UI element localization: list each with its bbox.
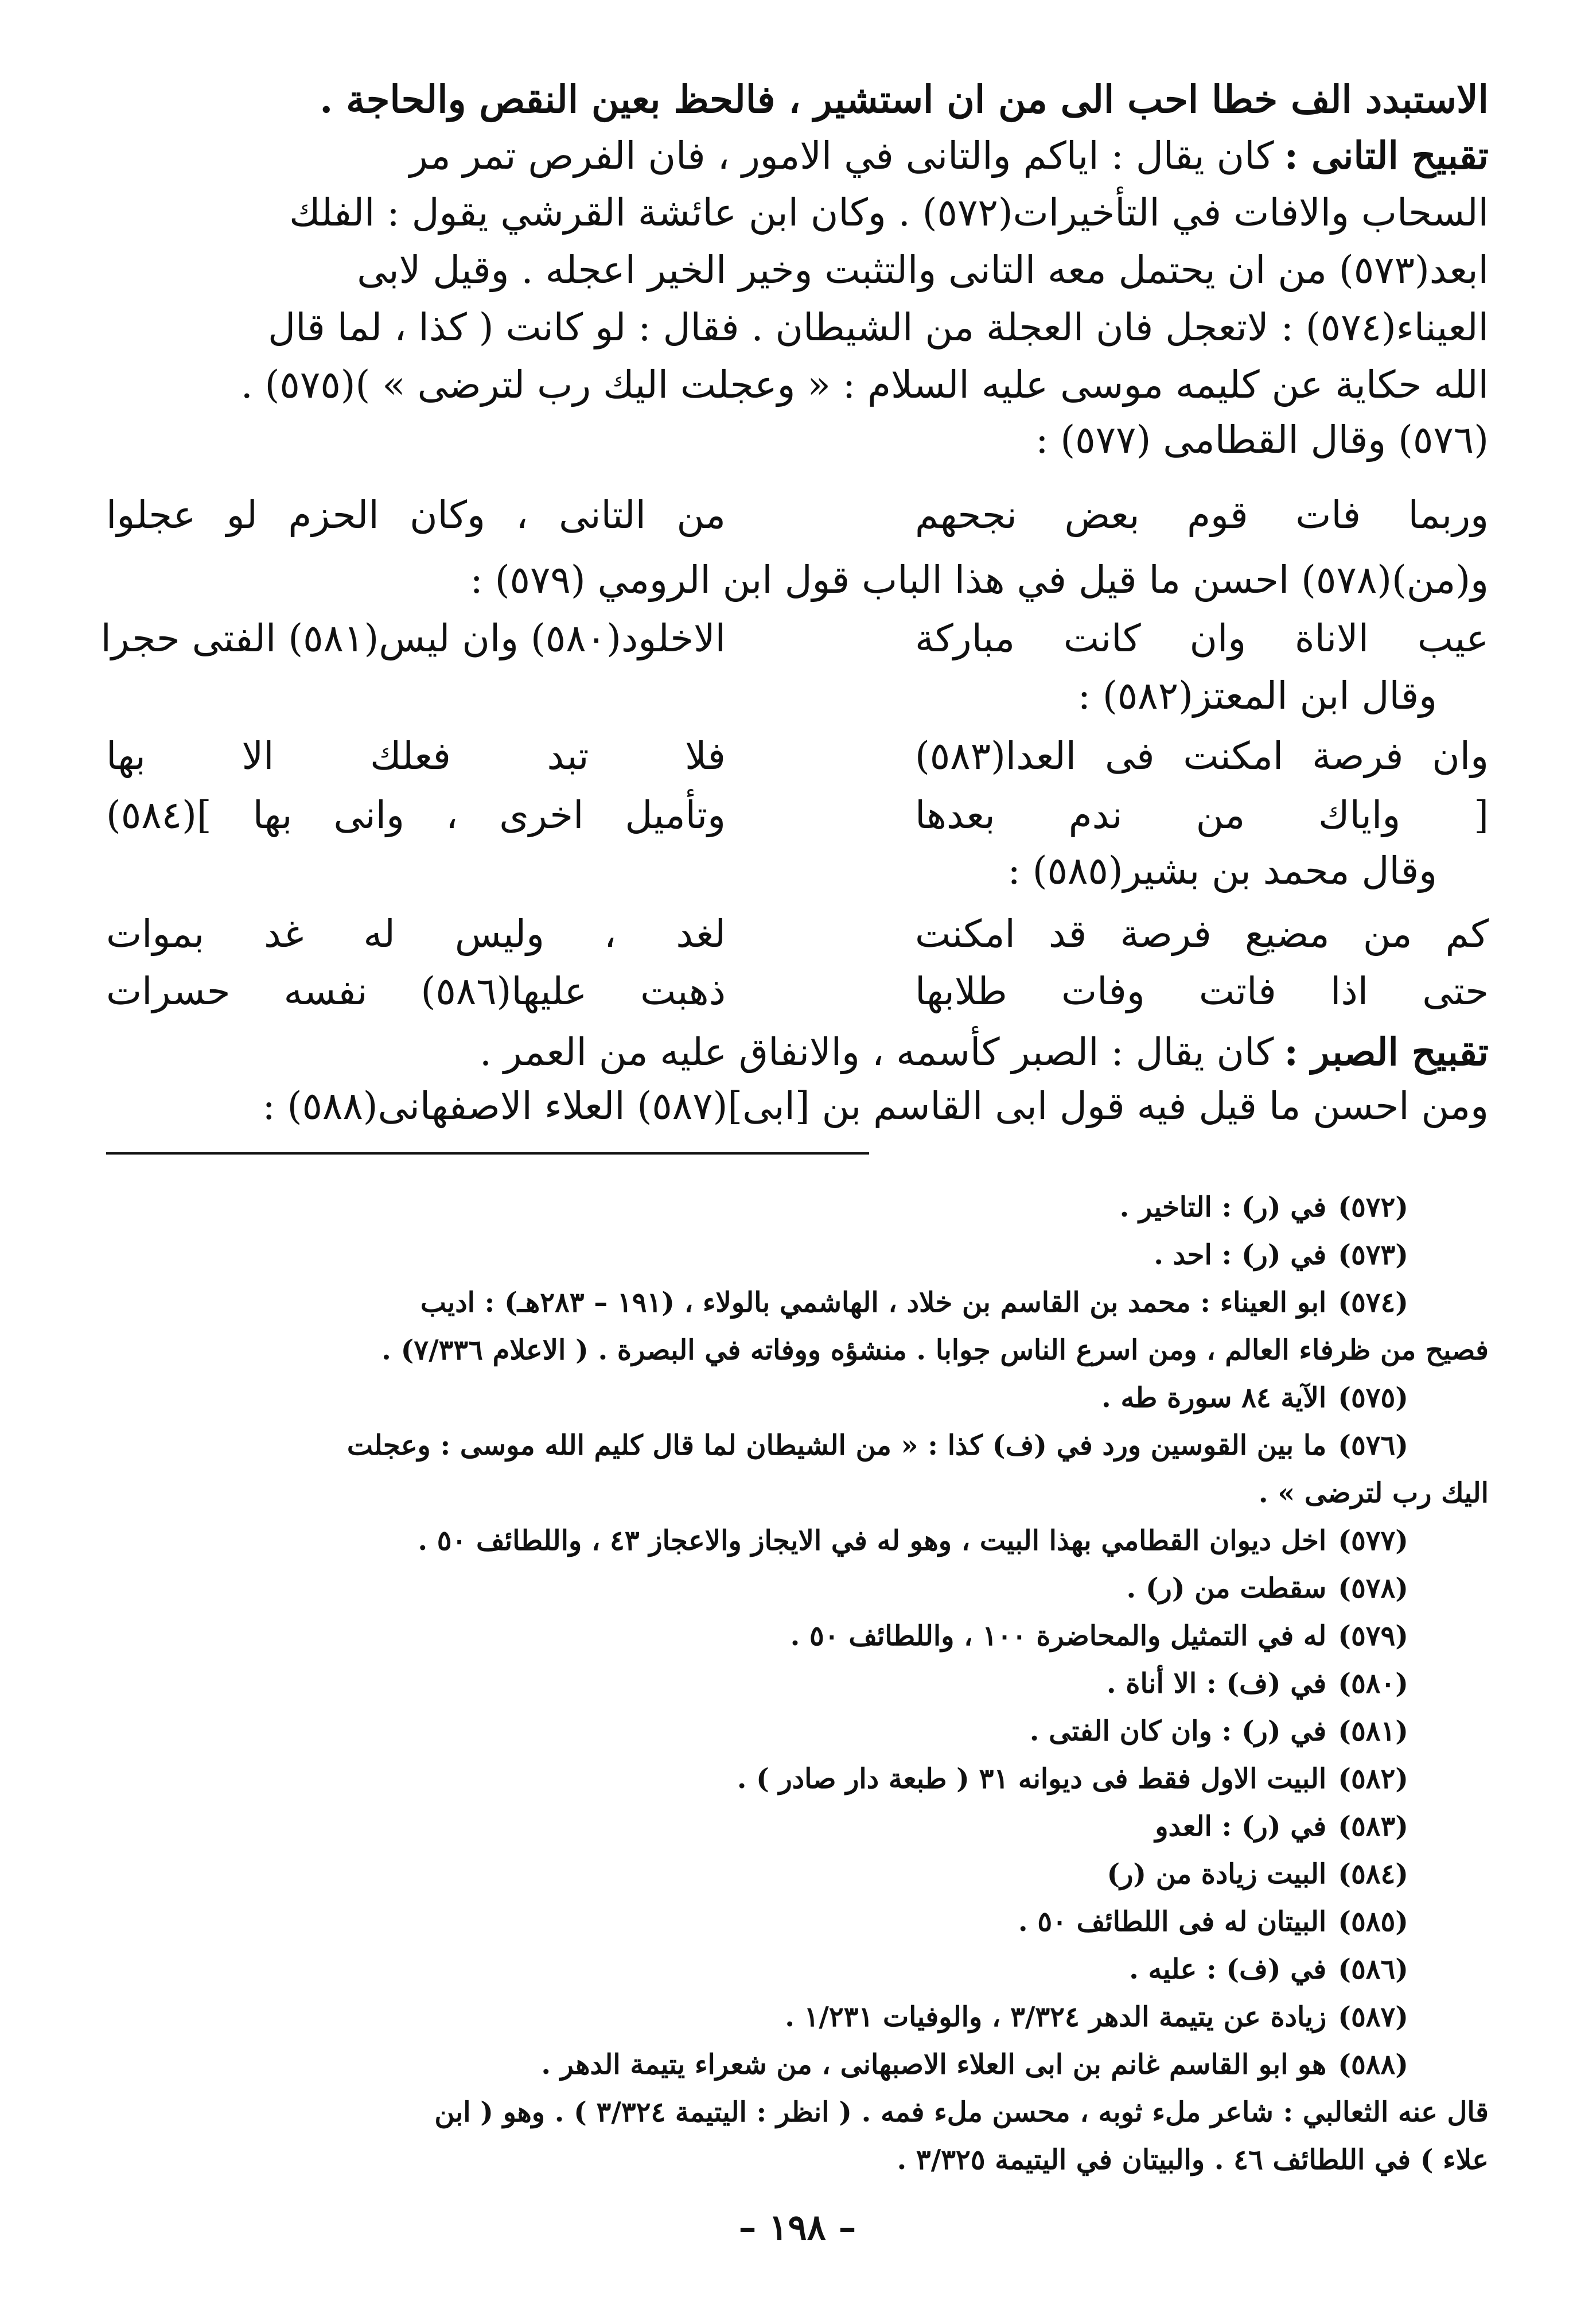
section-heading-patience: تقبيح الصبر : [1284, 1029, 1489, 1074]
section-heading-delay: تقبيح التانى : [1284, 133, 1489, 178]
heading-1-text: كان يقال : اياكم والتانى في الامور ، فان الفرص تمر مر [409, 134, 1274, 178]
footnote-575: (٥٧٥)الآية ٨٤ سورة طه . [1101, 1382, 1408, 1414]
footnote-574: (٥٧٤)ابو العيناء : محمد بن القاسم بن خلاد ، الهاشمي بالولاء ، (١٩١ – ٢٨٣هـ) : اديب [420, 1287, 1408, 1319]
verse-6-second-hemistich: ذهبت عليها(٥٨٦) نفسه حسرات [106, 969, 726, 1013]
verse-4-first-hemistich: [ واياك من ندم بعدها [915, 793, 1489, 837]
verse-3-second-hemistich: فلا تبد فعلك الا بها [106, 734, 726, 778]
footnote-588: (٥٨٨)هو ابو القاسم غانم بن ابى العلاء الاصبهانى ، من شعراء يتيمة الدهر . [541, 2049, 1408, 2081]
footnote-576-cont: اليك رب لترضى » . [1258, 1477, 1489, 1509]
text-line-10: وقال محمد بن بشير(٥٨٥) : [1007, 849, 1437, 893]
footnote-582: (٥٨٢)البيت الاول فقط فى ديوانه ٣١ ( طبعة دار صادر ) . [737, 1763, 1408, 1795]
text-line-3: السحاب والافات في التأخيرات(٥٧٢) . وكان ابن عائشة القرشي يقول : الفلك [289, 191, 1489, 235]
footnote-583: (٥٨٣)في (ر) : العدو [1155, 1810, 1408, 1843]
footnote-587: (٥٨٧)زيادة عن يتيمة الدهر ٣/٣٢٤ ، والوفيات ١/٢٣١ . [785, 2001, 1408, 2033]
footnote-584: (٥٨٤)البيت زيادة من (ر) [1107, 1858, 1408, 1890]
footnote-588-cont-1: قال عنه الثعالبي : شاعر ملء ثوبه ، محسن ملء فمه . ( انظر : اليتيمة ٣/٣٢٤ ) . وهو ( ابن [434, 2096, 1489, 2128]
text-line-11: ومن احسن ما قيل فيه قول ابى القاسم بن [ابى](٥٨٧) العلاء الاصفهانى(٥٨٨) : [262, 1084, 1489, 1128]
footnote-579: (٥٧٩)له في التمثيل والمحاضرة ١٠٠ ، واللطائف ٥٠ . [790, 1620, 1408, 1652]
page-number: – ١٩٨ – [738, 2206, 856, 2248]
footnote-separator [106, 1152, 869, 1155]
footnote-574-cont: فصيح من ظرفاء العالم ، ومن اسرع الناس جوابا . منشؤه ووفاته في البصرة . ( الاعلام ٧/٣٣٦) . [381, 1334, 1489, 1366]
footnote-585: (٥٨٥)البيتان له فى اللطائف ٥٠ . [1018, 1906, 1408, 1938]
footnote-586: (٥٨٦)في (ف) : عليه . [1129, 1953, 1408, 1985]
text-line-7: (٥٧٦) وقال القطامى (٥٧٧) : [1035, 418, 1489, 462]
footnote-573: (٥٧٣)في (ر) : احد . [1154, 1239, 1408, 1271]
footnote-588-cont-2: علاء ) في اللطائف ٤٦ . والبيتان في اليتيمة ٣/٣٢٥ . [897, 2144, 1489, 2176]
footnote-580: (٥٨٠)في (ف) : الا أناة . [1106, 1668, 1408, 1700]
footnote-576: (٥٧٦)ما بين القوسين ورد في (ف) كذا : « من الشيطان لما قال كليم الله موسى : وعجلت [346, 1429, 1408, 1462]
text-line-1: الاستبدد الف خطا احب الى من ان استشير ، فالحظ بعين النقص والحاجة . [320, 77, 1489, 122]
text-line-heading-2 [106, 1029, 1489, 1074]
verse-1-second-hemistich: من التانى ، وكان الحزم لو عجلوا [106, 493, 726, 537]
book-page [100, 69, 1489, 2267]
text-line-6: الله حكاية عن كليمه موسى عليه السلام : « وعجلت اليك رب لترضى » )(٥٧٥) . [240, 363, 1489, 407]
verse-5-first-hemistich: كم من مضيع فرصة قد امكنت [915, 912, 1489, 956]
text-line-9: وقال ابن المعتز(٥٨٢) : [1077, 674, 1437, 718]
footnote-578: (٥٧٨)سقطت من (ر) . [1126, 1572, 1408, 1604]
verse-5-second-hemistich: لغد ، وليس له غد بموات [106, 912, 726, 956]
verse-2-first-hemistich: عيب الاناة وان كانت مباركة [915, 616, 1489, 660]
text-line-4: ابعد(٥٧٣) من ان يحتمل معه التانى والتثبت وخير الخير اعجله . وقيل لابى [357, 248, 1489, 292]
text-line-heading-1 [106, 133, 1489, 178]
text-line-5: العيناء(٥٧٤) : لاتعجل فان العجلة من الشيطان . فقال : لو كانت ( كذا ، لما قال [268, 305, 1489, 349]
text-line-8: و(من)(٥٧٨) احسن ما قيل في هذا الباب قول ابن الرومي (٥٧٩) : [470, 558, 1489, 602]
verse-2-second-hemistich: الاخلود(٥٨٠) وان ليس(٥٨١) الفتى حجرا [100, 616, 726, 660]
footnote-577: (٥٧٧)اخل ديوان القطامي بهذا البيت ، وهو له في الايجاز والاعجاز ٤٣ ، واللطائف ٥٠ . [418, 1525, 1408, 1557]
footnote-581: (٥٨١)في (ر) : وان كان الفتى . [1029, 1715, 1408, 1747]
verse-3-first-hemistich: وان فرصة امكنت فى العدا(٥٨٣) [915, 734, 1489, 778]
verse-4-second-hemistich: وتأميل اخرى ، وانى بها ](٥٨٤) [106, 793, 726, 837]
heading-2-text: كان يقال : الصبر كأسمه ، والانفاق عليه من العمر . [480, 1030, 1274, 1074]
verse-1-first-hemistich: وربما فات قوم بعض نجحهم [915, 493, 1489, 537]
footnote-572: (٥٧٢)في (ر) : التاخير . [1119, 1191, 1408, 1223]
verse-6-first-hemistich: حتى اذا فاتت وفات طلابها [915, 969, 1489, 1013]
